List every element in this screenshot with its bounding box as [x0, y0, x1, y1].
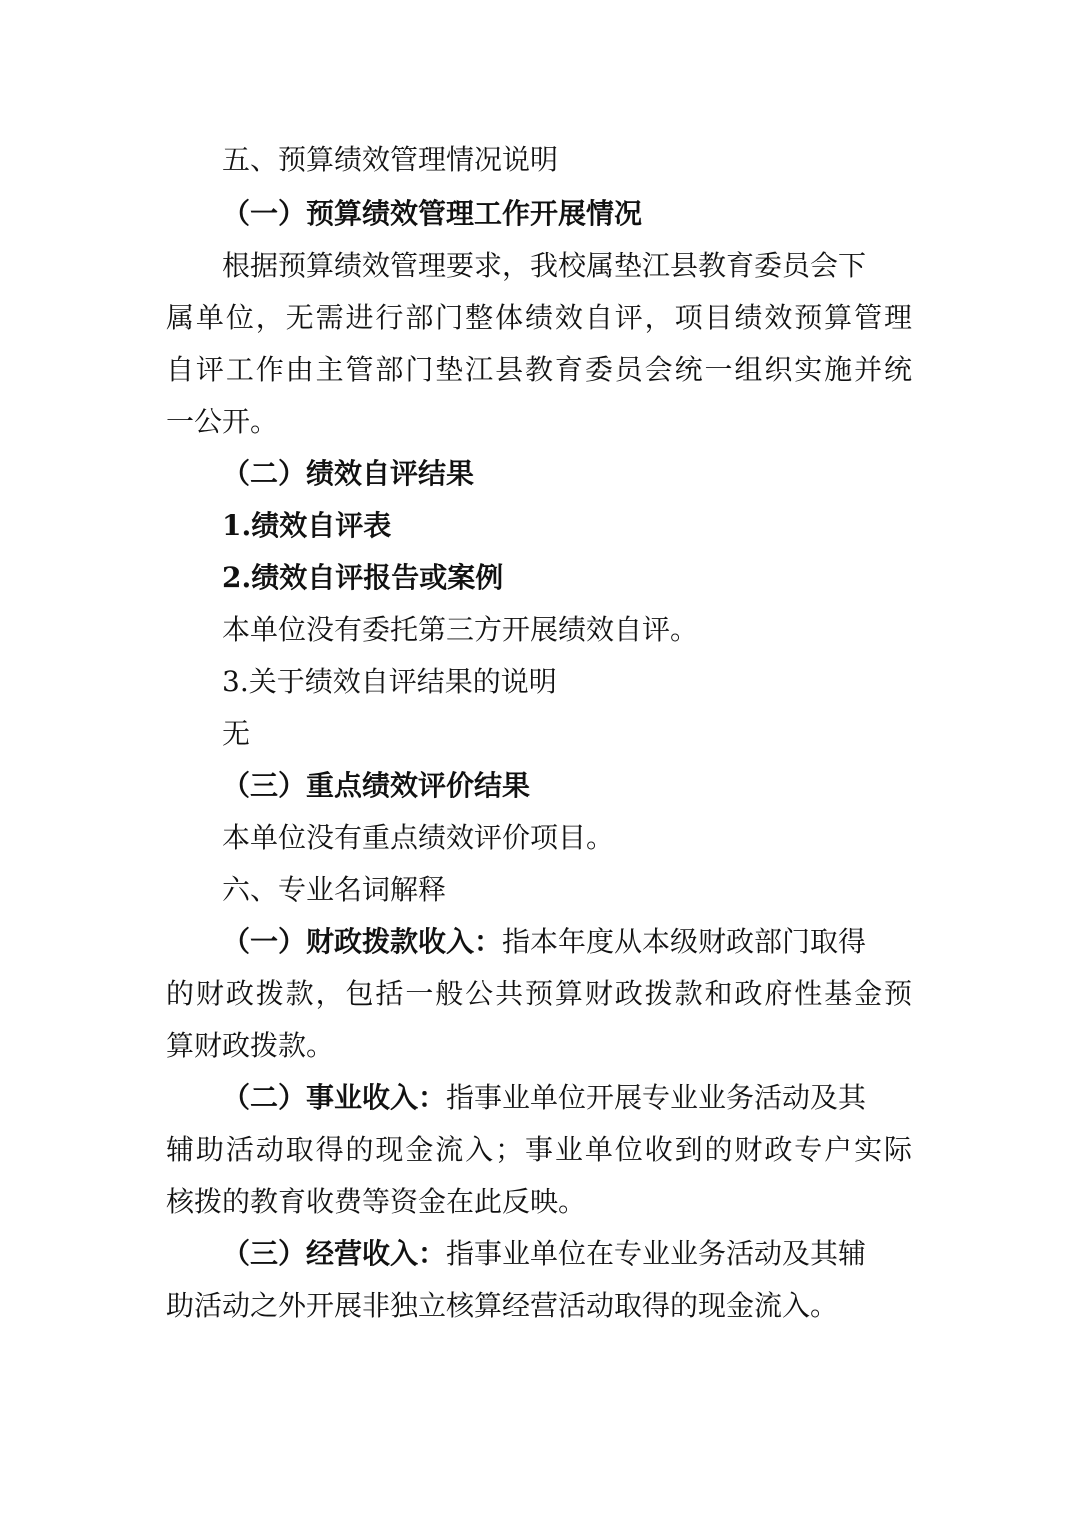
- sub1-line-1: 根据预算绩效管理要求，我校属垫江县教育委员会下: [222, 249, 867, 282]
- term3-line-2: 助活动之外开展非独立核算经营活动取得的现金流入。: [166, 1289, 839, 1322]
- term1-line-2-text: 的财政拨款，包括一般公共预算财政拨款和政府性基金预: [166, 977, 912, 1010]
- section6-heading: 六、专业名词解释: [222, 873, 447, 906]
- term2-line-1: [222, 1080, 866, 1116]
- sub1-line-2: [166, 300, 912, 336]
- sub3-heading: （三）重点绩效评价结果: [222, 769, 531, 802]
- sub2-item2: 2.绩效自评报告或案例: [222, 561, 504, 594]
- term1-line-1-text: 指本年度从本级财政部门取得: [502, 925, 867, 958]
- sub2-item3: 3.关于绩效自评结果的说明: [222, 665, 557, 698]
- term1-line-2: [166, 976, 912, 1012]
- sub2-item2-text: 本单位没有委托第三方开展绩效自评。: [222, 613, 699, 646]
- sub1-line-3: [166, 352, 912, 388]
- term2-line-3: 核拨的教育收费等资金在此反映。: [166, 1185, 587, 1218]
- term2-label: （二）事业收入：: [222, 1081, 447, 1114]
- sub2-item1: 1.绩效自评表: [222, 509, 392, 542]
- term2-line-2: [166, 1132, 912, 1168]
- sub1-heading: （一）预算绩效管理工作开展情况: [222, 197, 643, 230]
- sub3-text: 本单位没有重点绩效评价项目。: [222, 821, 615, 854]
- term3-label: （三）经营收入：: [222, 1237, 447, 1270]
- term1-line-1: [222, 924, 866, 960]
- sub1-line-3-text: 自评工作由主管部门垫江县教育委员会统一组织实施并统: [166, 353, 912, 386]
- sub2-heading: （二）绩效自评结果: [222, 457, 475, 490]
- term1-label: （一）财政拨款收入：: [222, 925, 503, 958]
- term1-line-3: 算财政拨款。: [166, 1029, 335, 1062]
- term2-line-2-text: 辅助活动取得的现金流入；事业单位收到的财政专户实际: [166, 1133, 912, 1166]
- term2-line-1-text: 指事业单位开展专业业务活动及其: [446, 1081, 867, 1114]
- sub1-line-2-text: 属单位，无需进行部门整体绩效自评，项目绩效预算管理: [166, 301, 912, 334]
- term3-line-1-text: 指事业单位在专业业务活动及其辅: [446, 1237, 867, 1270]
- section5-heading: 五、预算绩效管理情况说明: [222, 143, 559, 176]
- term3-line-1: [222, 1236, 866, 1272]
- sub1-line-4: 一公开。: [166, 405, 279, 438]
- sub2-item3-text: 无: [222, 717, 251, 750]
